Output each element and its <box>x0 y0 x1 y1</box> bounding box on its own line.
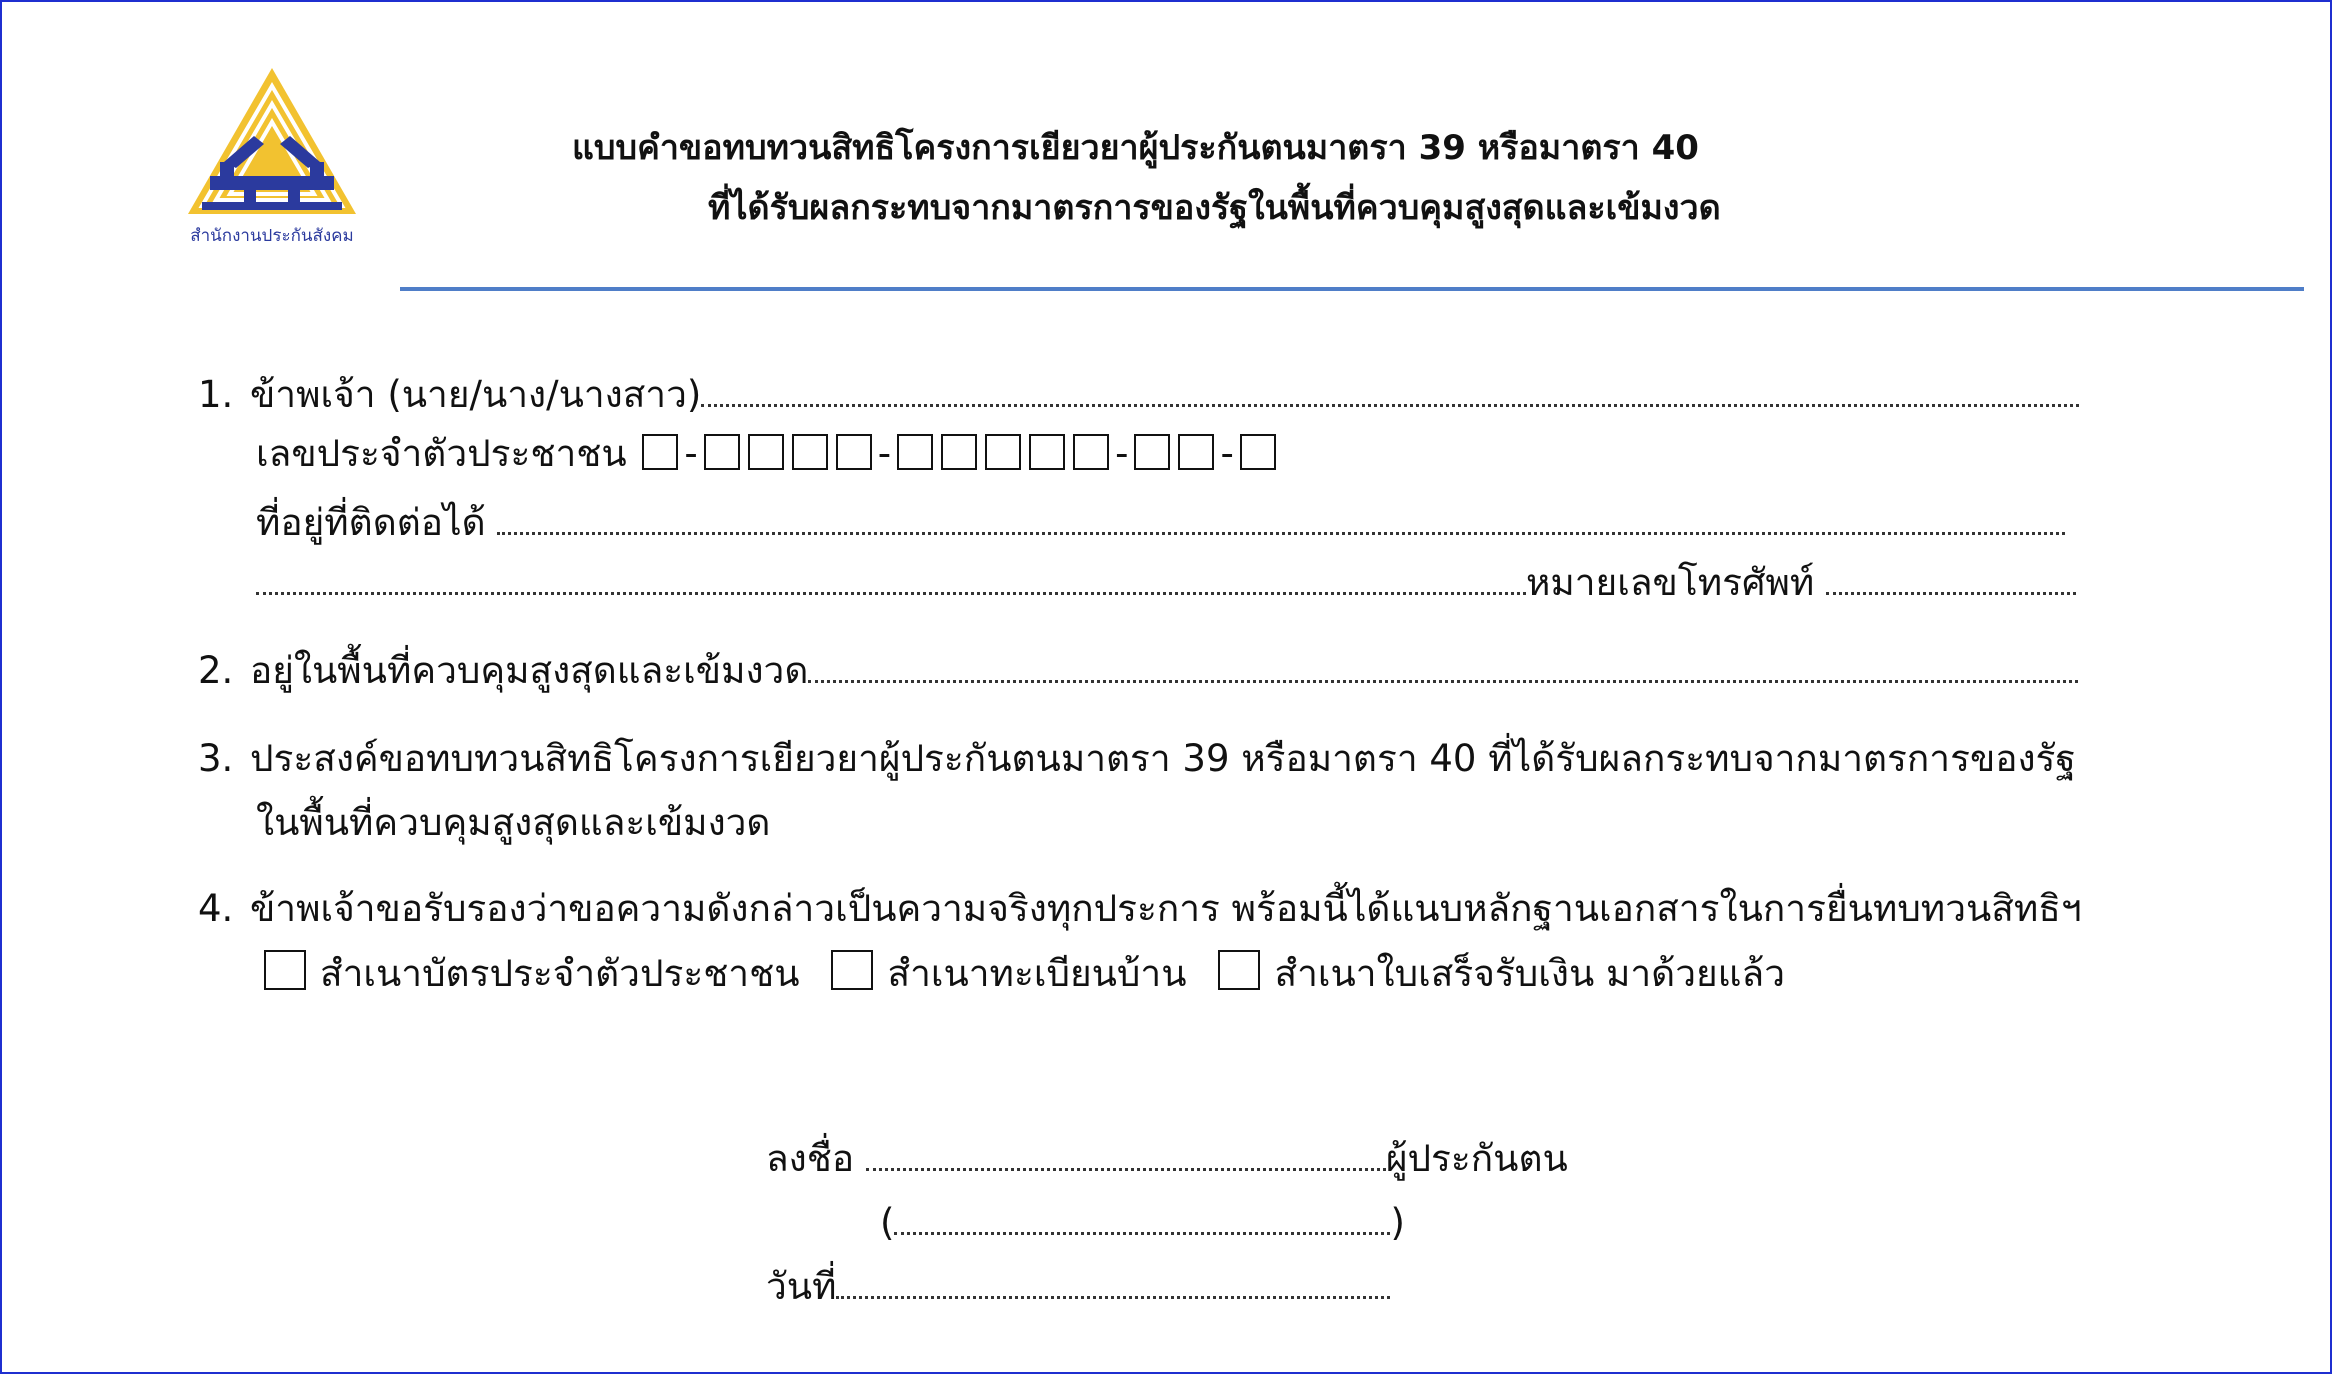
signature-field[interactable] <box>866 1160 1386 1171</box>
id-label: เลขประจำตัวประชาชน <box>256 432 627 475</box>
id-digit-box[interactable] <box>1029 434 1065 470</box>
item4-number: 4. <box>198 887 234 930</box>
item4-line1: ข้าพเจ้าขอรับรองว่าขอความดังกล่าวเป็นความจริงทุกประการ พร้อมนี้ได้แนบหลักฐานเอกสารในการยื่นทบทวนสิทธิฯ <box>250 887 2082 930</box>
item3-line1: ประสงค์ขอทบทวนสิทธิโครงการเยียวยาผู้ประกันตนมาตรา 39 หรือมาตรา 40 ที่ได้รับผลกระทบจากมาตรการของรัฐ <box>250 737 2076 780</box>
id-digit-box[interactable] <box>941 434 977 470</box>
address-label: ที่อยู่ที่ติดต่อได้ <box>256 501 486 544</box>
date-label: วันที่ <box>766 1265 837 1308</box>
address-row <box>256 501 2065 544</box>
signature-row <box>766 1137 1568 1180</box>
logo-caption: สำนักงานประกันสังคม <box>190 226 354 246</box>
item3-number: 3. <box>198 737 234 780</box>
id-digit-box[interactable] <box>1178 434 1214 470</box>
id-card-copy-label: สำเนาบัตรประจำตัวประชาชน <box>320 952 800 995</box>
area-field[interactable] <box>808 672 2078 683</box>
id-digit-box[interactable] <box>792 434 828 470</box>
area-label: อยู่ในพื้นที่ควบคุมสูงสุดและเข้มงวด <box>250 649 809 692</box>
printed-name-field[interactable] <box>894 1224 1390 1235</box>
id-separator: - <box>1220 432 1234 475</box>
sso-emblem-icon <box>184 64 360 220</box>
id-digit-box[interactable] <box>748 434 784 470</box>
house-registration-copy-label: สำเนาทะเบียนบ้าน <box>887 952 1187 995</box>
sso-logo <box>184 64 360 250</box>
address-field-line2[interactable] <box>256 584 1526 595</box>
item2-number: 2. <box>198 649 234 692</box>
signature-suffix: ผู้ประกันตน <box>1385 1137 1568 1180</box>
item3-line2: ในพื้นที่ควบคุมสูงสุดและเข้มงวด <box>256 801 771 844</box>
signature-label: ลงชื่อ <box>766 1137 855 1180</box>
id-digit-box[interactable] <box>836 434 872 470</box>
area-row <box>250 649 2078 692</box>
id-separator: - <box>684 432 698 475</box>
id-row <box>256 432 1280 475</box>
id-separator: - <box>1115 432 1129 475</box>
form-title-line2: ที่ได้รับผลกระทบจากมาตรการของรัฐในพื้นที่ควบคุมสูงสุดและเข้มงวด <box>708 188 1721 228</box>
id-digit-box[interactable] <box>1134 434 1170 470</box>
date-field[interactable] <box>836 1288 1390 1299</box>
id-digit-box[interactable] <box>642 434 678 470</box>
id-separator: - <box>877 432 892 475</box>
close-paren: ) <box>1390 1201 1405 1244</box>
item1-number: 1. <box>198 373 234 416</box>
attachments-row <box>264 950 1785 995</box>
house-registration-copy-checkbox[interactable] <box>831 950 873 990</box>
phone-field[interactable] <box>1826 584 2076 595</box>
printed-name-row <box>880 1201 1405 1244</box>
id-digit-box[interactable] <box>897 434 933 470</box>
address-phone-row <box>256 561 2076 604</box>
header-divider <box>400 287 2304 291</box>
date-row <box>766 1265 1390 1308</box>
item1-name-row <box>250 373 2079 416</box>
receipt-copy-checkbox[interactable] <box>1218 950 1260 990</box>
id-digit-box[interactable] <box>985 434 1021 470</box>
name-label: ข้าพเจ้า (นาย/นาง/นางสาว) <box>250 373 702 416</box>
form-title-line1: แบบคำขอทบทวนสิทธิโครงการเยียวยาผู้ประกันตนมาตรา 39 หรือมาตรา 40 <box>572 128 1699 168</box>
id-card-copy-checkbox[interactable] <box>264 950 306 990</box>
name-field[interactable] <box>701 396 2079 407</box>
id-digit-box[interactable] <box>704 434 740 470</box>
receipt-copy-label: สำเนาใบเสร็จรับเงิน มาด้วยแล้ว <box>1274 952 1785 995</box>
open-paren: ( <box>880 1201 895 1244</box>
phone-label: หมายเลขโทรศัพท์ <box>1526 561 1815 604</box>
id-digit-box[interactable] <box>1073 434 1109 470</box>
address-field[interactable] <box>497 524 2065 535</box>
id-digit-box[interactable] <box>1240 434 1276 470</box>
